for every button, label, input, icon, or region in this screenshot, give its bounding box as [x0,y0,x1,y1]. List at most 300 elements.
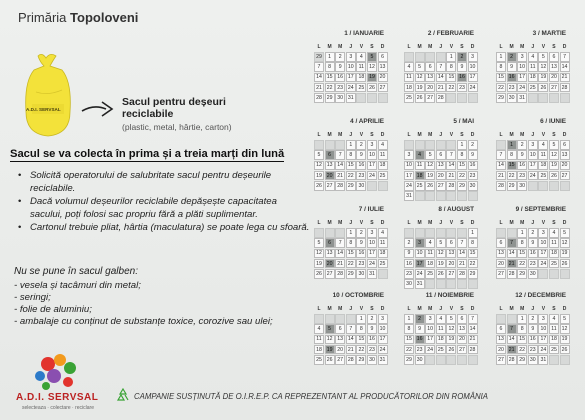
day-cell: 7 [346,324,356,334]
day-cell: 22 [346,259,356,269]
collection-day: 6 [325,150,335,160]
day-cell: 30 [335,93,345,103]
not-allowed-title: Nu se pune în sacul galben: [14,266,138,277]
collection-day: 16 [415,335,425,345]
weekday-header: S [552,305,556,312]
day-cell: 19 [446,335,456,345]
bag-title: Sacul pentru deșeuri reciclabile [122,96,226,120]
collection-day: 20 [325,171,335,181]
empty-day [549,269,559,279]
day-cell: 22 [356,345,366,355]
day-cell: 25 [549,345,559,355]
day-cell: 3 [367,140,377,150]
day-cell: 27 [446,269,456,279]
weekday-header: D [562,131,567,138]
collection-day: 18 [415,171,425,181]
collection-day: 2 [415,314,425,324]
weekday-header: M [428,131,433,138]
day-cell: 12 [560,238,570,248]
day-cell: 12 [425,161,435,171]
day-cell: 7 [560,52,570,62]
empty-day [404,228,414,238]
empty-day [325,140,335,150]
day-cell: 4 [378,228,388,238]
day-cell: 30 [404,279,414,289]
weekday-header: L [407,219,411,226]
day-cell: 9 [356,238,366,248]
month-calendar [496,206,570,288]
day-cell: 21 [346,345,356,355]
day-cell: 14 [314,73,324,83]
day-cell: 24 [404,181,414,191]
day-cell: 30 [517,181,527,191]
day-cell: 20 [378,73,388,83]
day-cell: 9 [335,62,345,72]
day-cell: 28 [507,355,517,365]
empty-day [446,140,456,150]
empty-day [457,279,467,289]
day-cell: 3 [404,150,414,160]
day-cell: 5 [549,140,559,150]
day-cell: 11 [356,62,366,72]
weekday-header: M [428,305,433,312]
month-calendar [404,206,478,288]
day-cell: 7 [496,150,506,160]
weekday-header: S [370,43,374,50]
month-calendar [496,118,570,200]
day-cell: 13 [560,150,570,160]
day-cell: 16 [356,161,366,171]
collection-day: 7 [507,238,517,248]
day-cell: 9 [404,249,414,259]
day-cell: 5 [538,52,548,62]
empty-day [335,228,345,238]
day-cell: 10 [367,238,377,248]
day-cell: 29 [356,355,366,365]
day-cell: 15 [356,335,366,345]
day-cell: 6 [496,324,506,334]
instructions-list [18,170,310,236]
weekday-header: S [460,305,464,312]
day-cell: 7 [457,238,467,248]
collection-day: 7 [507,324,517,334]
collection-day: 6 [325,238,335,248]
month-name: 6 / IUNIE [540,118,566,125]
day-cell: 26 [436,269,446,279]
day-cell: 20 [436,171,446,181]
day-cell: 9 [507,62,517,72]
day-cell: 3 [468,52,478,62]
weekday-header: D [470,131,475,138]
day-cell: 16 [468,161,478,171]
day-cell: 13 [457,324,467,334]
weekday-header: J [439,219,443,226]
weekday-header: M [338,131,343,138]
collection-day: 5 [367,52,377,62]
collection-day: 2 [457,52,467,62]
collection-day: 15 [507,161,517,171]
collection-day: 3 [415,238,425,248]
weekday-header: M [509,305,514,312]
day-cell: 28 [496,181,506,191]
day-cell: 13 [378,62,388,72]
empty-day [425,355,435,365]
day-cell: 18 [378,249,388,259]
weekday-header: V [359,131,364,138]
day-cell: 15 [496,73,506,83]
empty-day [404,140,414,150]
day-cell: 31 [415,279,425,289]
month-calendar [404,292,478,374]
weekday-header: V [449,43,454,50]
day-cell: 4 [378,140,388,150]
empty-day [415,140,425,150]
weekday-header: J [531,305,535,312]
collection-day: 19 [325,345,335,355]
day-cell: 2 [356,140,366,150]
day-cell: 29 [507,181,517,191]
day-cell: 30 [367,355,377,365]
day-cell: 21 [457,259,467,269]
empty-day [549,355,559,365]
weekday-header: L [317,305,321,312]
day-cell: 28 [314,93,324,103]
empty-day [314,228,324,238]
day-cell: 30 [507,93,517,103]
weekday-header: M [428,43,433,50]
day-cell: 29 [346,269,356,279]
day-cell: 13 [325,249,335,259]
day-cell: 22 [507,171,517,181]
day-cell: 17 [404,171,414,181]
day-cell: 24 [468,83,478,93]
empty-day [335,140,345,150]
day-cell: 11 [528,62,538,72]
month-name: 7 / IULIE [358,206,384,213]
day-cell: 19 [560,335,570,345]
month-calendar [404,118,478,200]
day-cell: 1 [468,228,478,238]
day-cell: 25 [425,269,435,279]
empty-day [468,355,478,365]
month-grid [404,218,478,289]
day-cell: 7 [335,150,345,160]
day-cell: 22 [346,171,356,181]
day-cell: 14 [446,161,456,171]
day-cell: 31 [404,191,414,201]
day-cell: 23 [528,259,538,269]
empty-day [560,269,570,279]
day-cell: 23 [415,345,425,355]
day-cell: 17 [367,249,377,259]
day-cell: 6 [496,238,506,248]
day-cell: 3 [528,140,538,150]
day-cell: 19 [538,73,548,83]
day-cell: 15 [446,73,456,83]
day-cell: 4 [425,238,435,248]
weekday-header: D [562,219,567,226]
empty-day [415,52,425,62]
day-cell: 14 [507,249,517,259]
day-cell: 20 [457,335,467,345]
collection-day: 17 [415,259,425,269]
empty-day [436,279,446,289]
day-cell: 8 [507,150,517,160]
logo-tagline: selecteaza · colectare · reciclare [22,405,94,411]
weekday-header: M [417,219,422,226]
day-cell: 21 [314,83,324,93]
day-cell: 2 [528,314,538,324]
day-cell: 26 [560,259,570,269]
day-cell: 16 [335,73,345,83]
day-cell: 2 [528,228,538,238]
day-cell: 28 [436,93,446,103]
month-grid [314,42,388,103]
empty-day [325,228,335,238]
weekday-header: L [407,131,411,138]
empty-day [425,228,435,238]
weekday-header: L [317,219,321,226]
month-grid [496,218,570,279]
day-cell: 16 [367,335,377,345]
empty-day [538,181,548,191]
day-cell: 14 [436,73,446,83]
day-cell: 3 [538,314,548,324]
day-cell: 31 [346,93,356,103]
day-cell: 16 [528,249,538,259]
day-cell: 13 [446,249,456,259]
day-cell: 8 [468,238,478,248]
day-cell: 14 [468,324,478,334]
day-cell: 28 [335,269,345,279]
not-allowed-item: - ambalaje cu conținut de substanțe toxice, corozive sau ulei; [14,316,273,327]
day-cell: 5 [436,238,446,248]
empty-day [335,314,345,324]
day-cell: 3 [517,52,527,62]
day-cell: 1 [517,314,527,324]
weekday-header: L [499,305,503,312]
day-cell: 8 [325,62,335,72]
empty-day [446,93,456,103]
bag-print: A.D.I. SERVSAL [26,107,61,112]
day-cell: 26 [314,181,324,191]
collection-day: 20 [325,259,335,269]
weekday-header: D [380,219,385,226]
day-cell: 31 [367,269,377,279]
day-cell: 27 [325,181,335,191]
day-cell: 11 [436,324,446,334]
day-cell: 25 [314,355,324,365]
empty-day [436,52,446,62]
day-cell: 17 [425,335,435,345]
empty-day [507,314,517,324]
day-cell: 26 [367,83,377,93]
day-cell: 13 [496,249,506,259]
day-cell: 21 [335,171,345,181]
day-cell: 10 [404,161,414,171]
collection-day: 5 [325,324,335,334]
month-grid [314,218,388,279]
empty-day [457,191,467,201]
collection-day: 2 [507,52,517,62]
day-cell: 8 [496,62,506,72]
day-cell: 20 [425,83,435,93]
day-cell: 6 [457,314,467,324]
day-cell: 17 [346,73,356,83]
day-cell: 23 [335,83,345,93]
day-cell: 28 [468,345,478,355]
empty-day [415,228,425,238]
collection-headline: Sacul se va colecta în prima și a treia marți din lună [10,148,285,160]
weekday-header: J [531,131,535,138]
day-cell: 13 [425,73,435,83]
empty-day [367,181,377,191]
weekday-header: V [449,131,454,138]
instruction-item: • Solicită operatorului de salubritate sacul pentru deșeurile reciclabile. [18,170,310,195]
day-cell: 18 [425,259,435,269]
page-title [18,10,138,25]
weekday-header: J [531,219,535,226]
day-cell: 1 [346,228,356,238]
day-cell: 26 [314,269,324,279]
empty-day [378,93,388,103]
day-cell: 5 [415,62,425,72]
day-cell: 25 [538,171,548,181]
weekday-header: V [359,43,364,50]
day-cell: 27 [560,171,570,181]
day-cell: 1 [346,140,356,150]
collection-day: 1 [507,140,517,150]
month-calendar [314,30,388,112]
empty-day: 29 [314,52,324,62]
day-cell: 27 [436,181,446,191]
weekday-header: M [520,305,525,312]
empty-day [457,93,467,103]
empty-day [314,314,324,324]
empty-day [346,314,356,324]
day-cell: 15 [325,73,335,83]
weekday-header: S [460,43,464,50]
day-cell: 14 [457,249,467,259]
day-cell: 17 [367,161,377,171]
empty-day [468,93,478,103]
weekday-header: S [370,305,374,312]
day-cell: 8 [517,324,527,334]
day-cell: 10 [415,249,425,259]
day-cell: 17 [538,335,548,345]
day-cell: 23 [404,269,414,279]
weekday-header: M [417,131,422,138]
day-cell: 25 [404,93,414,103]
month-name: 11 / NOIEMBRIE [425,292,474,299]
day-cell: 25 [528,83,538,93]
day-cell: 12 [446,324,456,334]
weekday-header: S [552,43,556,50]
empty-day [496,140,506,150]
weekday-header: V [541,131,546,138]
month-calendar [314,292,388,374]
day-cell: 11 [415,161,425,171]
weekday-header: M [338,43,343,50]
day-cell: 19 [314,171,324,181]
day-cell: 19 [560,249,570,259]
day-cell: 11 [378,150,388,160]
day-cell: 18 [404,83,414,93]
month-name: 4 / APRILIE [350,118,384,125]
empty-day [425,140,435,150]
empty-day [436,355,446,365]
weekday-header: M [327,219,332,226]
day-cell: 9 [415,324,425,334]
day-cell: 1 [446,52,456,62]
weekday-header: S [460,219,464,226]
day-cell: 20 [496,259,506,269]
day-cell: 27 [457,345,467,355]
day-cell: 10 [538,238,548,248]
day-cell: 23 [367,345,377,355]
day-cell: 25 [436,345,446,355]
day-cell: 23 [528,345,538,355]
day-cell: 4 [356,52,366,62]
day-cell: 12 [314,161,324,171]
arrow-right-icon [80,98,116,120]
month-calendar [404,30,478,112]
day-cell: 30 [528,269,538,279]
day-cell: 14 [507,335,517,345]
instruction-item: • Cartonul trebuie pliat, hârtia (maculatura) se poate lega cu sfoară. [18,222,310,235]
day-cell: 21 [496,171,506,181]
day-cell: 17 [528,161,538,171]
day-cell: 14 [335,249,345,259]
weekday-header: D [470,305,475,312]
weekday-header: J [349,43,353,50]
weekday-header: M [428,219,433,226]
day-cell: 17 [517,73,527,83]
day-cell: 29 [404,355,414,365]
day-cell: 26 [425,181,435,191]
not-allowed-list [14,280,314,328]
day-cell: 2 [367,314,377,324]
day-cell: 29 [496,93,506,103]
weekday-header: D [470,219,475,226]
day-cell: 20 [496,345,506,355]
day-cell: 12 [415,73,425,83]
day-cell: 4 [549,228,559,238]
day-cell: 27 [425,93,435,103]
day-cell: 24 [415,269,425,279]
day-cell: 27 [325,269,335,279]
day-cell: 30 [468,181,478,191]
weekday-header: M [327,131,332,138]
empty-day [457,228,467,238]
month-name: 5 / MAI [453,118,474,125]
day-cell: 12 [538,62,548,72]
day-cell: 20 [560,161,570,171]
weekday-header: J [439,131,443,138]
weekday-header: M [520,131,525,138]
day-cell: 10 [468,62,478,72]
day-cell: 13 [325,161,335,171]
weekday-header: M [509,219,514,226]
day-cell: 1 [496,52,506,62]
title-prefix: Primăria [18,10,67,25]
empty-day [425,279,435,289]
month-calendar [314,118,388,200]
day-cell: 27 [378,83,388,93]
empty-day [356,93,366,103]
day-cell: 8 [346,150,356,160]
day-cell: 9 [356,150,366,160]
